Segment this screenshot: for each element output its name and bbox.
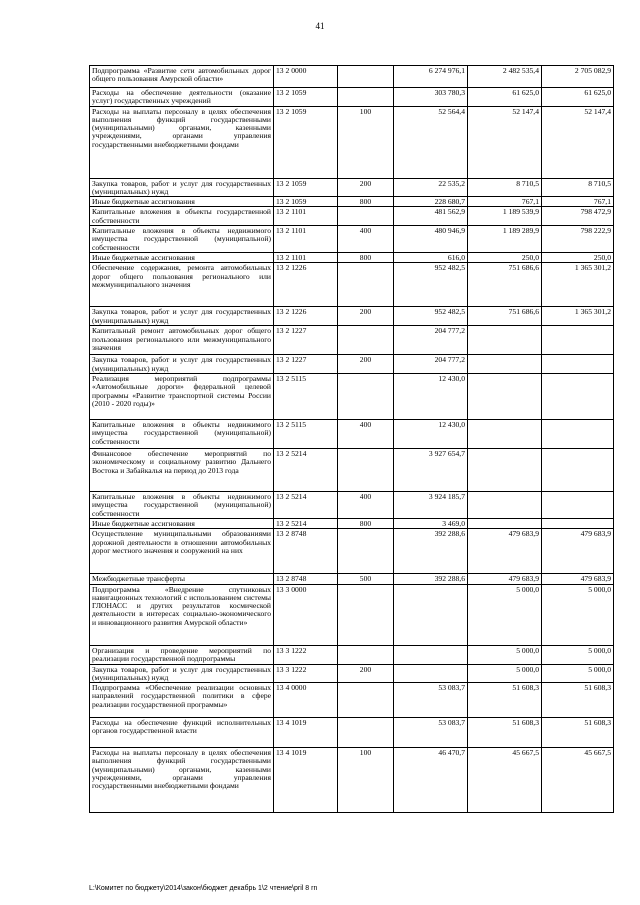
table-row (90, 88, 614, 107)
table-row (90, 491, 614, 518)
cell-desc: Подпрограмма «Внедрение спутниковых навигационных технологий с использованием системы ГЛОНАСС и других результатов космической деятельности в интересах социально-экономического и инновационного развития Амурской области» (90, 584, 274, 645)
table-row (90, 207, 614, 226)
cell-y2: 51 608,3 (468, 683, 542, 718)
cell-y3 (542, 373, 614, 419)
cell-y3: 250,0 (542, 253, 614, 263)
cell-code: 13 3 1222 (274, 664, 338, 683)
table-row (90, 748, 614, 813)
cell-y1: 392 288,6 (394, 529, 468, 574)
cell-y2: 2 482 535,4 (468, 66, 542, 88)
cell-y1: 204 777,2 (394, 326, 468, 355)
cell-code: 13 2 1227 (274, 355, 338, 374)
cell-vr (338, 66, 394, 88)
cell-desc: Организация и проведение мероприятий по реализации государственной подпрограммы (90, 645, 274, 664)
cell-vr (338, 373, 394, 419)
cell-desc: Финансовое обеспечение мероприятий по экономическому и социальному развитию Дальнего Востока и Забайкалья на период до 2013 года (90, 448, 274, 491)
table-row (90, 645, 614, 664)
cell-vr (338, 718, 394, 748)
cell-y3: 479 683,9 (542, 574, 614, 584)
cell-y1: 952 482,5 (394, 307, 468, 326)
table-row (90, 718, 614, 748)
cell-desc: Осуществление муниципальными образованиями дорожной деятельности в отношении автомобильных дорог местного значения и сооружений на них (90, 529, 274, 574)
cell-y3: 8 710,5 (542, 178, 614, 197)
cell-y2: 250,0 (468, 253, 542, 263)
cell-y3 (542, 326, 614, 355)
cell-y3 (542, 448, 614, 491)
cell-y1: 46 470,7 (394, 748, 468, 813)
cell-code: 13 2 5115 (274, 373, 338, 419)
table-row (90, 448, 614, 491)
cell-vr: 100 (338, 106, 394, 178)
cell-y1 (394, 584, 468, 645)
cell-desc: Капитальный ремонт автомобильных дорог общего пользования регионального или межмуниципального значения (90, 326, 274, 355)
table-row (90, 373, 614, 419)
cell-desc: Закупка товаров, работ и услуг для государственных (муниципальных) нужд (90, 664, 274, 683)
cell-desc: Капитальные вложения в объекты недвижимого имущества государственной (муниципальной) собственности (90, 419, 274, 448)
cell-code: 13 2 5214 (274, 448, 338, 491)
cell-y3 (542, 491, 614, 518)
cell-y1: 12 430,0 (394, 373, 468, 419)
table-row (90, 226, 614, 253)
cell-code: 13 2 1059 (274, 178, 338, 197)
cell-code: 13 2 5214 (274, 491, 338, 518)
cell-y3: 5 000,0 (542, 584, 614, 645)
table-row (90, 683, 614, 718)
cell-code: 13 2 1101 (274, 226, 338, 253)
table-row (90, 197, 614, 207)
cell-y2: 5 000,0 (468, 645, 542, 664)
cell-vr: 400 (338, 419, 394, 448)
cell-y3: 798 472,9 (542, 207, 614, 226)
cell-desc: Межбюджетные трансферты (90, 574, 274, 584)
cell-y3: 51 608,3 (542, 683, 614, 718)
cell-code: 13 2 1059 (274, 197, 338, 207)
cell-vr (338, 683, 394, 718)
cell-code: 13 2 1101 (274, 253, 338, 263)
table-row (90, 584, 614, 645)
table-row (90, 355, 614, 374)
cell-y3: 5 000,0 (542, 645, 614, 664)
cell-y3: 5 000,0 (542, 664, 614, 683)
cell-code: 13 3 1222 (274, 645, 338, 664)
cell-code: 13 2 1226 (274, 307, 338, 326)
cell-y2: 1 189 539,9 (468, 207, 542, 226)
table-row (90, 574, 614, 584)
cell-y3: 479 683,9 (542, 529, 614, 574)
file-path-footer: L:\Комитет по бюджету\2014\закон\бюджет декабрь 1\2 чтение\pril 8 rn (89, 885, 318, 892)
table-row (90, 106, 614, 178)
cell-code: 13 4 0000 (274, 683, 338, 718)
cell-y1: 53 083,7 (394, 718, 468, 748)
cell-vr: 200 (338, 178, 394, 197)
cell-y3: 52 147,4 (542, 106, 614, 178)
cell-y1 (394, 645, 468, 664)
cell-y1: 616,0 (394, 253, 468, 263)
cell-y2: 45 667,5 (468, 748, 542, 813)
cell-y1: 392 288,6 (394, 574, 468, 584)
cell-y3: 798 222,9 (542, 226, 614, 253)
cell-desc: Расходы на обеспечение деятельности (оказание услуг) государственных учреждений (90, 88, 274, 107)
cell-y1: 3 927 654,7 (394, 448, 468, 491)
cell-y2: 479 683,9 (468, 574, 542, 584)
cell-y1: 53 083,7 (394, 683, 468, 718)
cell-desc: Расходы на обеспечение функций исполнительных органов государственной власти (90, 718, 274, 748)
cell-y3 (542, 419, 614, 448)
cell-y3: 61 625,0 (542, 88, 614, 107)
cell-y3: 1 365 301,2 (542, 307, 614, 326)
cell-y2: 767,1 (468, 197, 542, 207)
cell-code: 13 2 8748 (274, 574, 338, 584)
cell-y2: 1 189 289,9 (468, 226, 542, 253)
cell-y1 (394, 664, 468, 683)
cell-vr: 200 (338, 664, 394, 683)
cell-y1: 3 924 185,7 (394, 491, 468, 518)
cell-code: 13 2 1059 (274, 88, 338, 107)
budget-table-body (90, 66, 614, 813)
cell-y3: 51 608,3 (542, 718, 614, 748)
cell-vr (338, 645, 394, 664)
table-row (90, 253, 614, 263)
cell-code: 13 2 1226 (274, 263, 338, 307)
cell-desc: Иные бюджетные ассигнования (90, 197, 274, 207)
cell-code: 13 4 1019 (274, 718, 338, 748)
cell-code: 13 2 1101 (274, 207, 338, 226)
cell-y1: 303 780,3 (394, 88, 468, 107)
cell-y2 (468, 326, 542, 355)
cell-y1: 204 777,2 (394, 355, 468, 374)
cell-y1: 3 469,0 (394, 518, 468, 528)
cell-vr (338, 207, 394, 226)
cell-code: 13 2 1227 (274, 326, 338, 355)
cell-desc: Расходы на выплаты персоналу в целях обеспечения выполнения функций государственными (муниципальными) органами, казенными учреждениями, органами управления государственными внебюджетными фондами (90, 748, 274, 813)
cell-vr: 800 (338, 197, 394, 207)
cell-code: 13 2 0000 (274, 66, 338, 88)
table-row (90, 178, 614, 197)
cell-vr (338, 263, 394, 307)
cell-desc: Закупка товаров, работ и услуг для государственных (муниципальных) нужд (90, 178, 274, 197)
cell-desc: Капитальные вложения в объекты недвижимого имущества государственной (муниципальной) собственности (90, 226, 274, 253)
cell-vr: 200 (338, 307, 394, 326)
cell-vr (338, 448, 394, 491)
cell-desc: Подпрограмма «Обеспечение реализации основных направлений государственной политики в сфере реализации государственной программы» (90, 683, 274, 718)
cell-vr: 800 (338, 253, 394, 263)
budget-table (89, 65, 614, 813)
table-row (90, 326, 614, 355)
cell-y3: 2 705 082,9 (542, 66, 614, 88)
cell-y1: 22 535,2 (394, 178, 468, 197)
page-number: 41 (315, 21, 325, 31)
cell-vr (338, 529, 394, 574)
cell-vr (338, 88, 394, 107)
cell-desc: Расходы на выплаты персоналу в целях обеспечения выполнения функций государственными (муниципальными) органами, казенными учреждениями, органами управления государственными внебюджетными фондами (90, 106, 274, 178)
cell-vr: 200 (338, 355, 394, 374)
cell-y2: 51 608,3 (468, 718, 542, 748)
table-row (90, 263, 614, 307)
cell-vr: 500 (338, 574, 394, 584)
cell-desc: Обеспечение содержания, ремонта автомобильных дорог общего пользования регионального или межмуниципального значения (90, 263, 274, 307)
cell-y2: 8 710,5 (468, 178, 542, 197)
cell-y3: 1 365 301,2 (542, 263, 614, 307)
cell-code: 13 3 0000 (274, 584, 338, 645)
cell-vr: 400 (338, 491, 394, 518)
cell-y2 (468, 491, 542, 518)
cell-desc: Капитальные вложения в объекты государственной собственности (90, 207, 274, 226)
cell-y2: 751 686,6 (468, 307, 542, 326)
cell-y2: 61 625,0 (468, 88, 542, 107)
cell-code: 13 2 1059 (274, 106, 338, 178)
cell-y2 (468, 373, 542, 419)
cell-vr: 800 (338, 518, 394, 528)
cell-y2 (468, 355, 542, 374)
cell-desc: Иные бюджетные ассигнования (90, 253, 274, 263)
table-row (90, 66, 614, 88)
cell-y1: 952 482,5 (394, 263, 468, 307)
table-row (90, 307, 614, 326)
cell-desc: Подпрограмма «Развитие сети автомобильных дорог общего пользования Амурской области» (90, 66, 274, 88)
cell-y2 (468, 448, 542, 491)
cell-vr: 400 (338, 226, 394, 253)
cell-y1: 12 430,0 (394, 419, 468, 448)
cell-y3: 45 667,5 (542, 748, 614, 813)
cell-code: 13 2 5214 (274, 518, 338, 528)
cell-code: 13 2 5115 (274, 419, 338, 448)
cell-vr (338, 326, 394, 355)
table-row (90, 664, 614, 683)
cell-y1: 481 562,9 (394, 207, 468, 226)
cell-y2: 479 683,9 (468, 529, 542, 574)
table-row (90, 518, 614, 528)
cell-y1: 228 680,7 (394, 197, 468, 207)
cell-desc: Закупка товаров, работ и услуг для государственных (муниципальных) нужд (90, 355, 274, 374)
cell-y2 (468, 518, 542, 528)
cell-y2: 5 000,0 (468, 584, 542, 645)
cell-desc: Закупка товаров, работ и услуг для государственных (муниципальных) нужд (90, 307, 274, 326)
cell-y1: 52 564,4 (394, 106, 468, 178)
cell-y2: 751 686,6 (468, 263, 542, 307)
cell-y3: 767,1 (542, 197, 614, 207)
cell-y1: 480 946,9 (394, 226, 468, 253)
table-row (90, 529, 614, 574)
cell-y3 (542, 518, 614, 528)
cell-y1: 6 274 976,1 (394, 66, 468, 88)
cell-desc: Иные бюджетные ассигнования (90, 518, 274, 528)
cell-vr: 100 (338, 748, 394, 813)
cell-code: 13 2 8748 (274, 529, 338, 574)
cell-y3 (542, 355, 614, 374)
cell-y2: 52 147,4 (468, 106, 542, 178)
cell-desc: Капитальные вложения в объекты недвижимого имущества государственной (муниципальной) собственности (90, 491, 274, 518)
cell-y2: 5 000,0 (468, 664, 542, 683)
cell-y2 (468, 419, 542, 448)
cell-code: 13 4 1019 (274, 748, 338, 813)
table-row (90, 419, 614, 448)
cell-vr (338, 584, 394, 645)
cell-desc: Реализация мероприятий подпрограммы «Автомобильные дороги» федеральной целевой программы «Развитие транспортной системы России (2010 - 2020 годы)» (90, 373, 274, 419)
